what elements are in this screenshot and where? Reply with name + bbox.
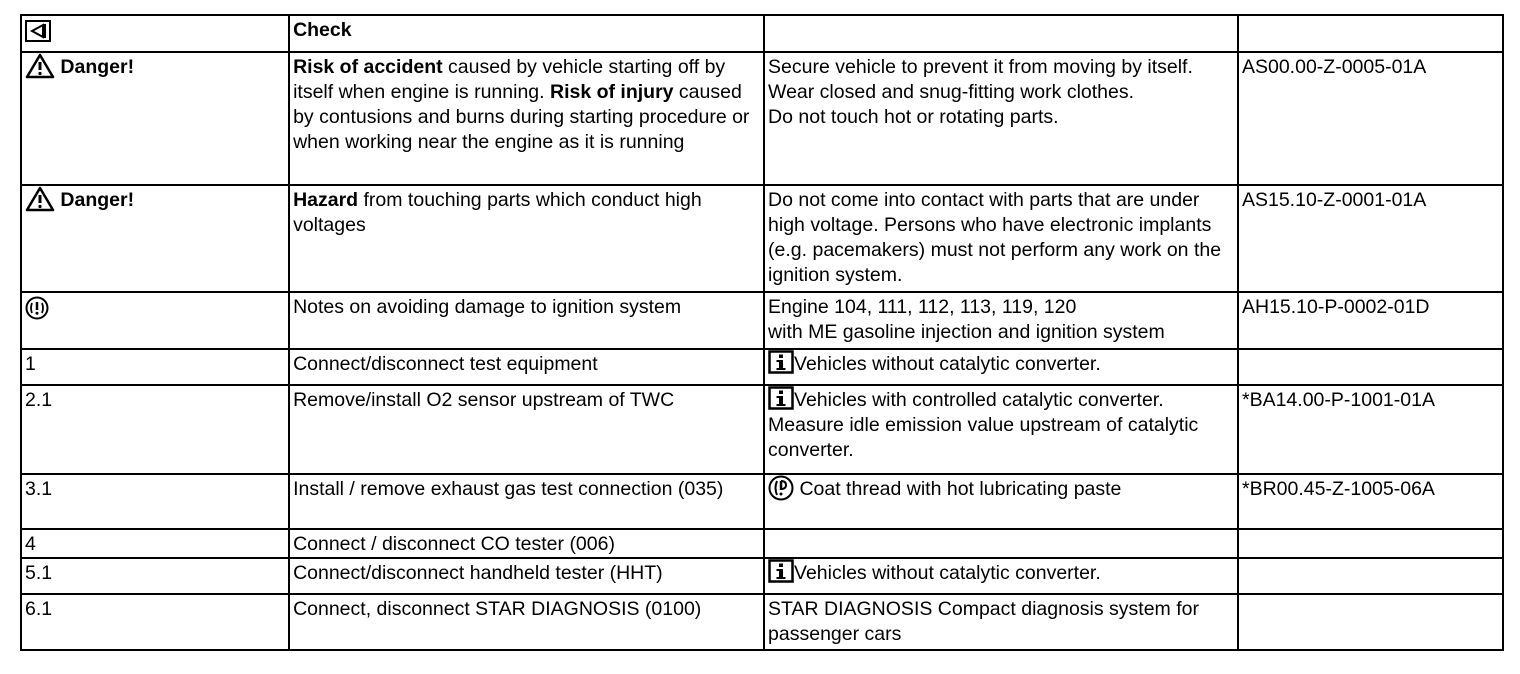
description-cell — [289, 349, 764, 385]
notes-cell — [764, 474, 1238, 529]
description-text: Install / remove exhaust gas test connection (035) — [293, 478, 724, 500]
notes-cell — [764, 594, 1238, 650]
note-icon-cell — [21, 292, 289, 349]
table-row — [21, 474, 1503, 529]
notes-cell — [764, 529, 1238, 558]
table-row — [21, 558, 1503, 594]
damage-notice-icon — [25, 296, 49, 320]
step-number: 5.1 — [25, 562, 53, 584]
reference-cell — [1238, 529, 1503, 558]
step-number: 2.1 — [25, 389, 53, 411]
info-icon — [768, 386, 794, 410]
description-text: Connect / disconnect CO tester (006) — [293, 533, 615, 555]
table-row — [21, 349, 1503, 385]
description-text: Remove/install O2 sensor upstream of TWC — [293, 389, 675, 411]
notes-text: Vehicles without catalytic converter. — [794, 353, 1101, 375]
step-number: 3.1 — [25, 478, 53, 500]
reference-cell — [1238, 474, 1503, 529]
notes-text: Vehicles without catalytic converter. — [794, 562, 1101, 584]
notes-text: Vehicles with controlled catalytic converter. — [794, 389, 1164, 411]
notes-cell — [764, 52, 1238, 185]
flag-back-icon — [25, 20, 51, 42]
description-cell — [289, 474, 764, 529]
info-icon — [768, 350, 794, 374]
table-row — [21, 385, 1503, 474]
description-cell — [289, 558, 764, 594]
notes-cell — [764, 185, 1238, 292]
notes-cell — [764, 292, 1238, 349]
table-row — [21, 292, 1503, 349]
table-row — [21, 594, 1503, 650]
notes-line: Measure idle emission value upstream of catalytic converter. — [768, 414, 1199, 461]
description-text: Notes on avoiding damage to ignition system — [293, 296, 682, 318]
description-cell — [289, 529, 764, 558]
reference-cell — [1238, 349, 1503, 385]
reference-cell — [1238, 292, 1503, 349]
description-cell — [289, 52, 764, 185]
procedure-table — [20, 14, 1504, 651]
notes-text: Coat thread with hot lubricating paste — [799, 478, 1122, 500]
description-cell — [289, 385, 764, 474]
risk-accident-text: caused by vehicle starting off by itself when engine is running. — [293, 56, 726, 103]
notes-line: Wear closed and snug-fitting work clothes. — [768, 81, 1135, 103]
danger-label: Danger! — [60, 189, 135, 211]
reference-link[interactable]: *BR00.45-Z-1005-06A — [1241, 478, 1435, 500]
header-check-label: Check — [293, 19, 352, 41]
reference-link[interactable]: AS00.00-Z-0005-01A — [1241, 56, 1427, 78]
table-row — [21, 185, 1503, 292]
header-empty-cell — [764, 15, 1238, 52]
reference-cell — [1238, 52, 1503, 185]
danger-cell — [21, 52, 289, 185]
step-cell — [21, 474, 289, 529]
info-icon — [768, 559, 794, 583]
step-number: 6.1 — [25, 598, 53, 620]
description-cell — [289, 292, 764, 349]
hazard-text: from touching parts which conduct high voltages — [293, 189, 702, 236]
step-cell — [21, 594, 289, 650]
notes-line: Engine 104, 111, 112, 113, 119, 120 — [768, 296, 1077, 318]
reference-link[interactable]: *BA14.00-P-1001-01A — [1241, 389, 1435, 411]
table-row — [21, 52, 1503, 185]
step-number: 1 — [25, 353, 36, 375]
notes-text: STAR DIAGNOSIS Compact diagnosis system for passenger cars — [768, 598, 1199, 645]
notes-text: Do not come into contact with parts that are under high voltage. Persons who have electronic implants (e.g. pacemakers) must not perform any work on the ignition system. — [768, 189, 1222, 286]
description-text: Connect/disconnect test equipment — [293, 353, 598, 375]
warning-triangle-icon — [25, 186, 55, 212]
reference-link[interactable]: AS15.10-Z-0001-01A — [1241, 189, 1427, 211]
notes-line: Secure vehicle to prevent it from moving by itself. — [768, 56, 1193, 78]
notes-cell — [764, 558, 1238, 594]
description-cell — [289, 185, 764, 292]
notes-line: with ME gasoline injection and ignition system — [768, 321, 1165, 343]
header-empty-cell — [1238, 15, 1503, 52]
description-cell — [289, 594, 764, 650]
lubricate-notice-icon — [768, 475, 794, 501]
step-cell — [21, 529, 289, 558]
step-number: 4 — [25, 533, 36, 555]
notes-line: Do not touch hot or rotating parts. — [768, 106, 1059, 128]
reference-link[interactable]: AH15.10-P-0002-01D — [1241, 296, 1430, 318]
step-cell — [21, 349, 289, 385]
header-check-cell — [289, 15, 764, 52]
danger-label: Danger! — [60, 56, 135, 78]
notes-cell — [764, 385, 1238, 474]
reference-cell — [1238, 385, 1503, 474]
danger-cell — [21, 185, 289, 292]
reference-cell — [1238, 185, 1503, 292]
step-cell — [21, 558, 289, 594]
reference-cell — [1238, 558, 1503, 594]
warning-triangle-icon — [25, 53, 55, 79]
table-header-row — [21, 15, 1503, 52]
notes-cell — [764, 349, 1238, 385]
risk-injury-text: caused by contusions and burns during starting procedure or when working near the engine as it is running — [293, 81, 750, 153]
risk-accident-bold: Risk of accident — [293, 56, 443, 78]
description-text: Connect, disconnect STAR DIAGNOSIS (0100) — [293, 598, 702, 620]
header-icon-cell — [21, 15, 289, 52]
step-cell — [21, 385, 289, 474]
risk-injury-bold: Risk of injury — [549, 81, 674, 103]
hazard-bold: Hazard — [293, 189, 359, 211]
description-text: Connect/disconnect handheld tester (HHT) — [293, 562, 663, 584]
table-row — [21, 529, 1503, 558]
reference-cell — [1238, 594, 1503, 650]
